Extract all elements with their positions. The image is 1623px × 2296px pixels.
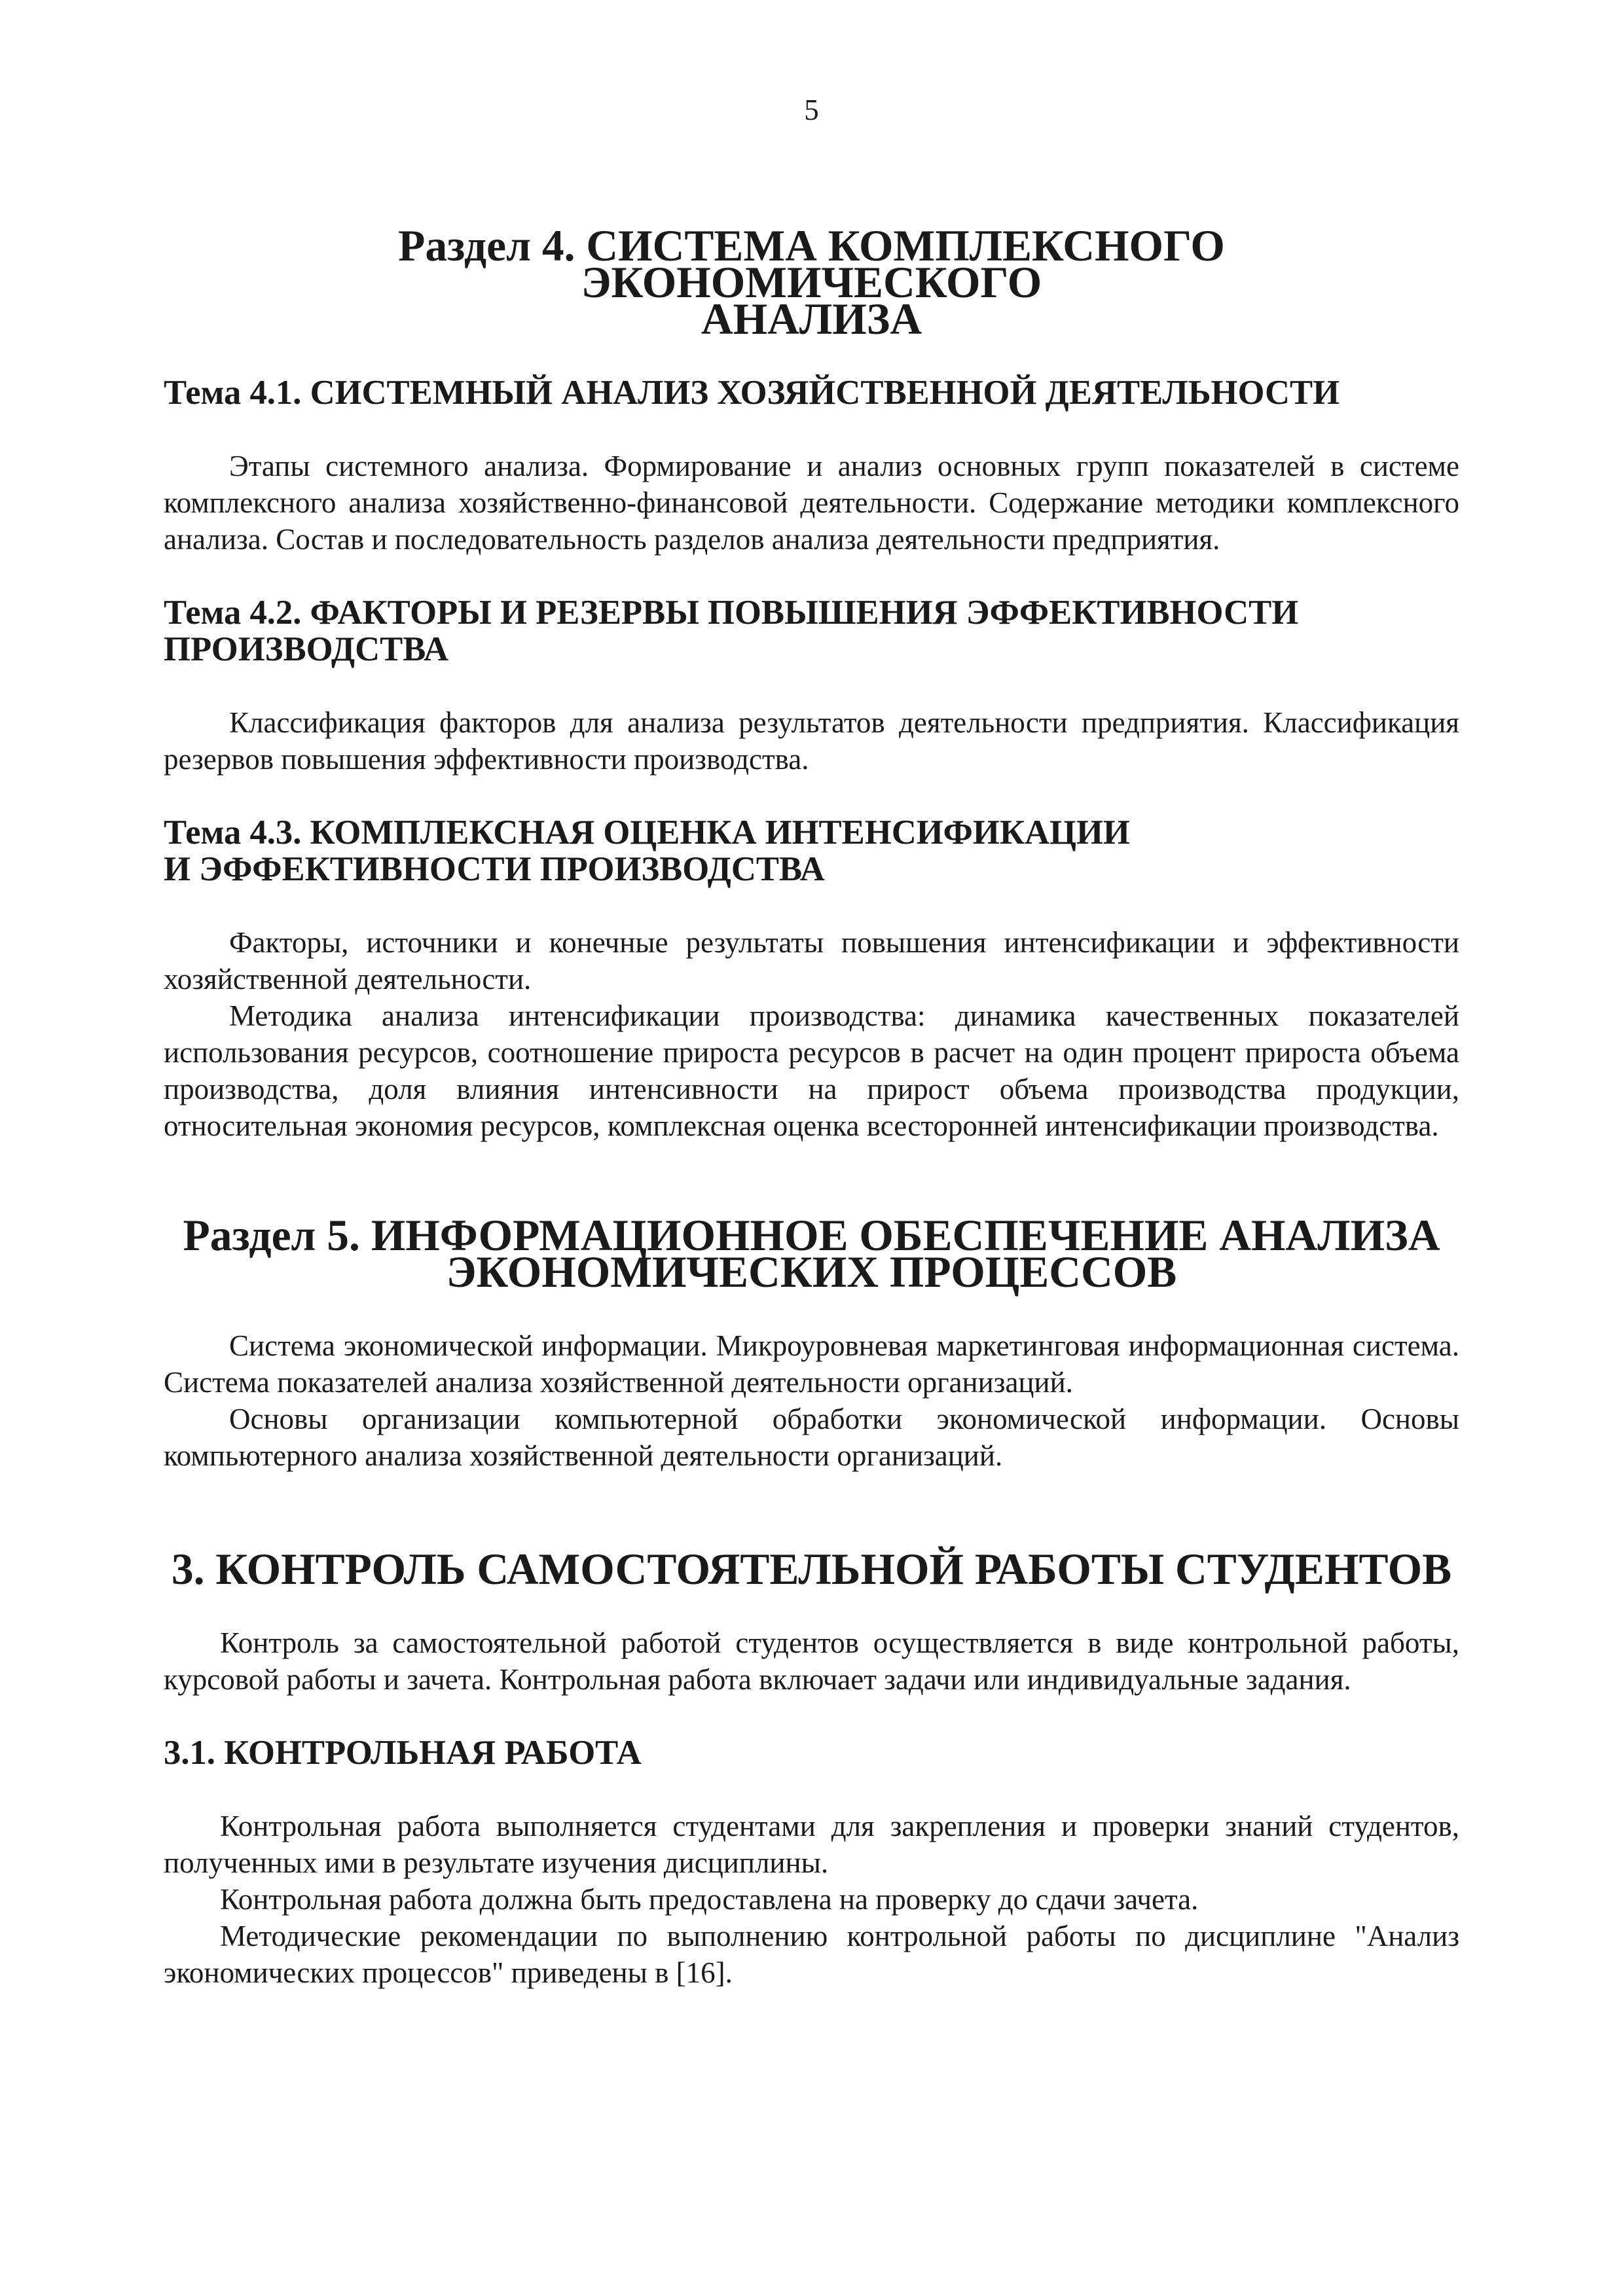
section-5-title [164, 1211, 1459, 1297]
topic-4-2-title [164, 594, 1459, 668]
subsection-3-1-title-line: 3.1. КОНТРОЛЬНАЯ РАБОТА [164, 1734, 642, 1772]
topic-4-3-title-line2: И ЭФФЕКТИВНОСТИ ПРОИЗВОДСТВА [164, 850, 825, 888]
section-4-title-line2: АНАЛИЗА [701, 295, 922, 344]
topic-4-2-title-line2: ПРОИЗВОДСТВА [164, 630, 449, 668]
topic-4-1-title-line: Тема 4.1. СИСТЕМНЫЙ АНАЛИЗ ХОЗЯЙСТВЕННОЙ ДЕЯТЕЛЬНОСТИ [164, 374, 1340, 412]
topic-4-3-paragraph-2: Методика анализа интенсификации производства: динамика качественных показателей использования ресурсов, соотношение прироста ресурсов в расчет на один процент прироста объема производства, доля влияния интенсивности на прирост объема производства продукции, относительная экономия ресурсов, комплексная оценка всесторонней интенсификации производства. [164, 999, 1459, 1142]
topic-4-3-title-line1: Тема 4.3. КОМПЛЕКСНАЯ ОЦЕНКА ИНТЕНСИФИКАЦИИ [164, 814, 1130, 852]
section-5-paragraph-1: Система экономической информации. Микроуровневая маркетинговая информационная система. Система показателей анализа хозяйственной деятельности организаций. [164, 1329, 1459, 1399]
subsection-3-1-paragraph-3: Методические рекомендации по выполнению контрольной работы по дисциплине "Анализ экономических процессов" приведены в [16]. [164, 1920, 1459, 1989]
subsection-3-1-title [164, 1734, 1459, 1771]
topic-4-2-title-line1: Тема 4.2. ФАКТОРЫ И РЕЗЕРВЫ ПОВЫШЕНИЯ ЭФФЕКТИВНОСТИ [164, 594, 1299, 632]
subsection-3-1-paragraph-2: Контрольная работа должна быть предоставлена на проверку до сдачи зачета. [220, 1883, 1199, 1916]
page-number: 5 [804, 94, 819, 126]
chapter-3-paragraph: Контроль за самостоятельной работой студентов осуществляется в виде контрольной работы, курсовой работы и зачета. Контрольная работа включает задачи или индивидуальные задания. [164, 1626, 1459, 1696]
topic-4-3-title [164, 814, 1459, 888]
subsection-3-1-paragraph-1: Контрольная работа выполняется студентами для закрепления и проверки знаний студентов, полученных ими в результате изучения дисциплины. [164, 1810, 1459, 1879]
section-5-title-line1: Раздел 5. ИНФОРМАЦИОННОЕ ОБЕСПЕЧЕНИЕ АНАЛИЗА [183, 1211, 1440, 1260]
topic-4-1-paragraph: Этапы системного анализа. Формирование и анализ основных групп показателей в системе комплексного анализа хозяйственно-финансовой деятельности. Содержание методики комплексного анализа. Состав и последовательность разделов анализа деятельности предприятия. [164, 450, 1459, 556]
section-5-title-line2: ЭКОНОМИЧЕСКИХ ПРОЦЕССОВ [446, 1247, 1177, 1297]
topic-4-1-title [164, 374, 1459, 411]
topic-4-3-paragraph-1: Факторы, источники и конечные результаты повышения интенсификации и эффективности хозяйственной деятельности. [164, 926, 1459, 996]
chapter-3-title: 3. КОНТРОЛЬ САМОСТОЯТЕЛЬНОЙ РАБОТЫ СТУДЕНТОВ [171, 1545, 1452, 1594]
section-4-title [164, 221, 1459, 344]
section-5-paragraph-2: Основы организации компьютерной обработки экономической информации. Основы компьютерного анализа хозяйственной деятельности организаций. [164, 1403, 1459, 1472]
topic-4-2-paragraph: Классификация факторов для анализа результатов деятельности предприятия. Классификация резервов повышения эффективности производства. [164, 706, 1459, 776]
section-4-title-line1: Раздел 4. СИСТЕМА КОМПЛЕКСНОГО ЭКОНОМИЧЕСКОГО [398, 221, 1225, 307]
